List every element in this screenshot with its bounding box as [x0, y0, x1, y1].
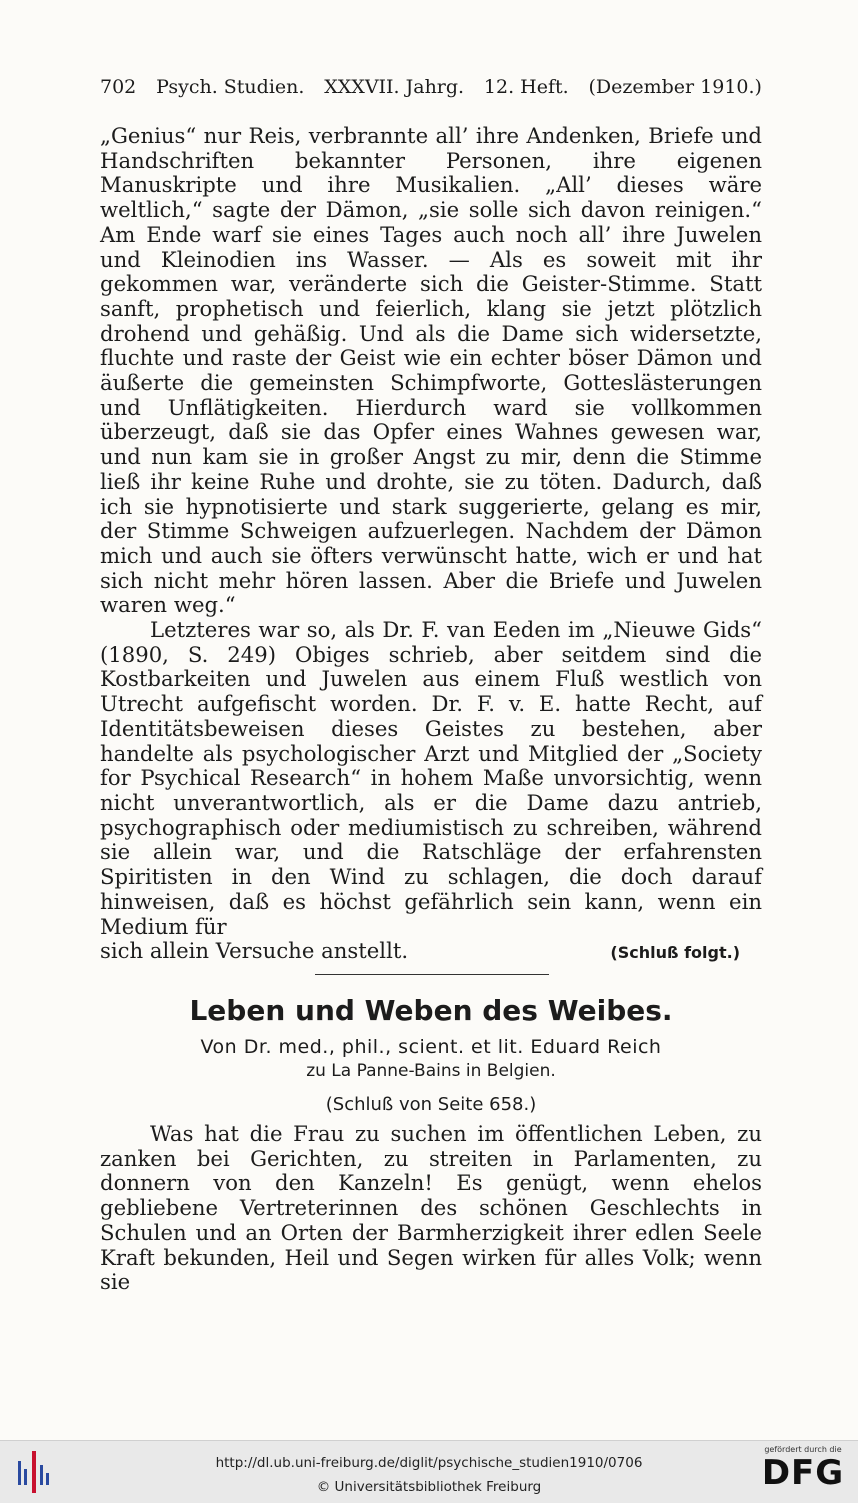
closing-line — [100, 939, 762, 966]
continuation-note: (Schluß von Seite 658.) — [325, 1094, 537, 1115]
page-number: 702 — [100, 76, 137, 98]
to-be-continued-note: (Schluß folgt.) — [610, 943, 740, 963]
article-body — [100, 1122, 762, 1295]
issue: 12. Heft. — [483, 76, 569, 98]
dfg-logo-icon: DFG — [761, 1453, 845, 1493]
permalink[interactable] — [0, 1455, 858, 1471]
dfg-funding — [758, 1445, 848, 1492]
volume: XXXVII. Jahrg. — [324, 76, 465, 98]
running-header — [100, 76, 762, 98]
article-byline: Von Dr. med., phil., scient. et lit. Eduard Reich — [200, 1036, 662, 1058]
copyright-notice: © Universitätsbibliothek Freiburg — [316, 1479, 542, 1495]
article-title: Leben und Weben des Weibes. — [189, 994, 673, 1027]
text-block-previous-article — [100, 124, 762, 966]
funding-note: gefördert durch die — [764, 1445, 842, 1454]
article-paragraph: Was hat die Frau zu suchen im öffentlichen Leben, zu zanken bei Gerichten, zu streiten in Parlamenten, zu donnern von den Kanzeln! Es genügt, wenn ehelos gebliebene Vertreterinnen des schönen Geschlechts in Schulen und an Orten der Barmherzigkeit ihrer edlen Seele Kraft bekunden, Heil und Segen wirken für alles Volk; wenn sie — [100, 1121, 762, 1295]
viewer-footer — [0, 1440, 858, 1503]
issue-date: (Dezember 1910.) — [588, 76, 762, 98]
author-location: zu La Panne-Bains in Belgien. — [306, 1061, 556, 1081]
section-divider — [315, 974, 549, 975]
journal-title: Psych. Studien. — [156, 76, 305, 98]
closing-text: sich allein Versuche anstellt. — [100, 938, 409, 964]
paragraph-commentary: Letzteres war so, als Dr. F. van Eeden im „Nieuwe Gids“ (1890, S. 249) Obiges schrieb, aber seitdem sind die Kostbarkeiten und Juwelen aus einem Fluß westlich von Utrecht aufgefischt worden. Dr. F. v. E. hatte Recht, auf Identitätsbeweisen dieses Geistes zu bestehen, aber handelte als psychologischer Arzt und Mitglied der „Society for Psychical Research“ in hohem Maße unvorsichtig, wenn nicht unverantwortlich, als er die Dame dazu antrieb, psychographisch oder mediumistisch zu schreiben, während sie allein war, und die Ratschläge der erfahrensten Spiritisten in den Wind zu schlagen, die doch darauf hinweisen, daß es höchst gefährlich sein kann, wenn ein Medium für — [100, 617, 762, 939]
permalink-link[interactable]: http://dl.ub.uni-freiburg.de/diglit/psychische_studien1910/0706 — [215, 1455, 643, 1471]
paragraph-quote-end: „Genius“ nur Reis, verbrannte all’ ihre Andenken, Briefe und Handschriften bekannter Personen, ihre eigenen Manuskripte und ihre Musikalien. „All’ dieses wäre weltlich,“ sagte der Dämon, „sie solle sich davon reinigen.“ Am Ende warf sie eines Tages auch noch all’ ihre Juwelen und Kleinodien ins Wasser. — Als es soweit mit ihr gekommen war, veränderte sich die Geister-Stimme. Statt sanft, prophetisch und feierlich, klang sie jetzt plötzlich drohend und gehäßig. Und als die Dame sich widersetzte, fluchte und raste der Geist wie ein echter böser Dämon und äußerte die gemeinsten Schimpfworte, Gotteslästerungen und Unflätigkeiten. Hierdurch ward sie vollkommen überzeugt, daß sie das Opfer eines Wahnes gewesen war, und nun kam sie in großer Angst zu mir, denn die Stimme ließ ihr keine Ruhe und drohte, sie zu töten. Dadurch, daß ich sie hypnotisierte und stark suggerierte, gelang es mir, der Stimme Schweigen aufzuerlegen. Nachdem der Dämon mich und auch sie öfters verwünscht hatte, wich er und hat sich nicht mehr hören lassen. Aber die Briefe und Juwelen waren weg.“ — [100, 123, 762, 618]
